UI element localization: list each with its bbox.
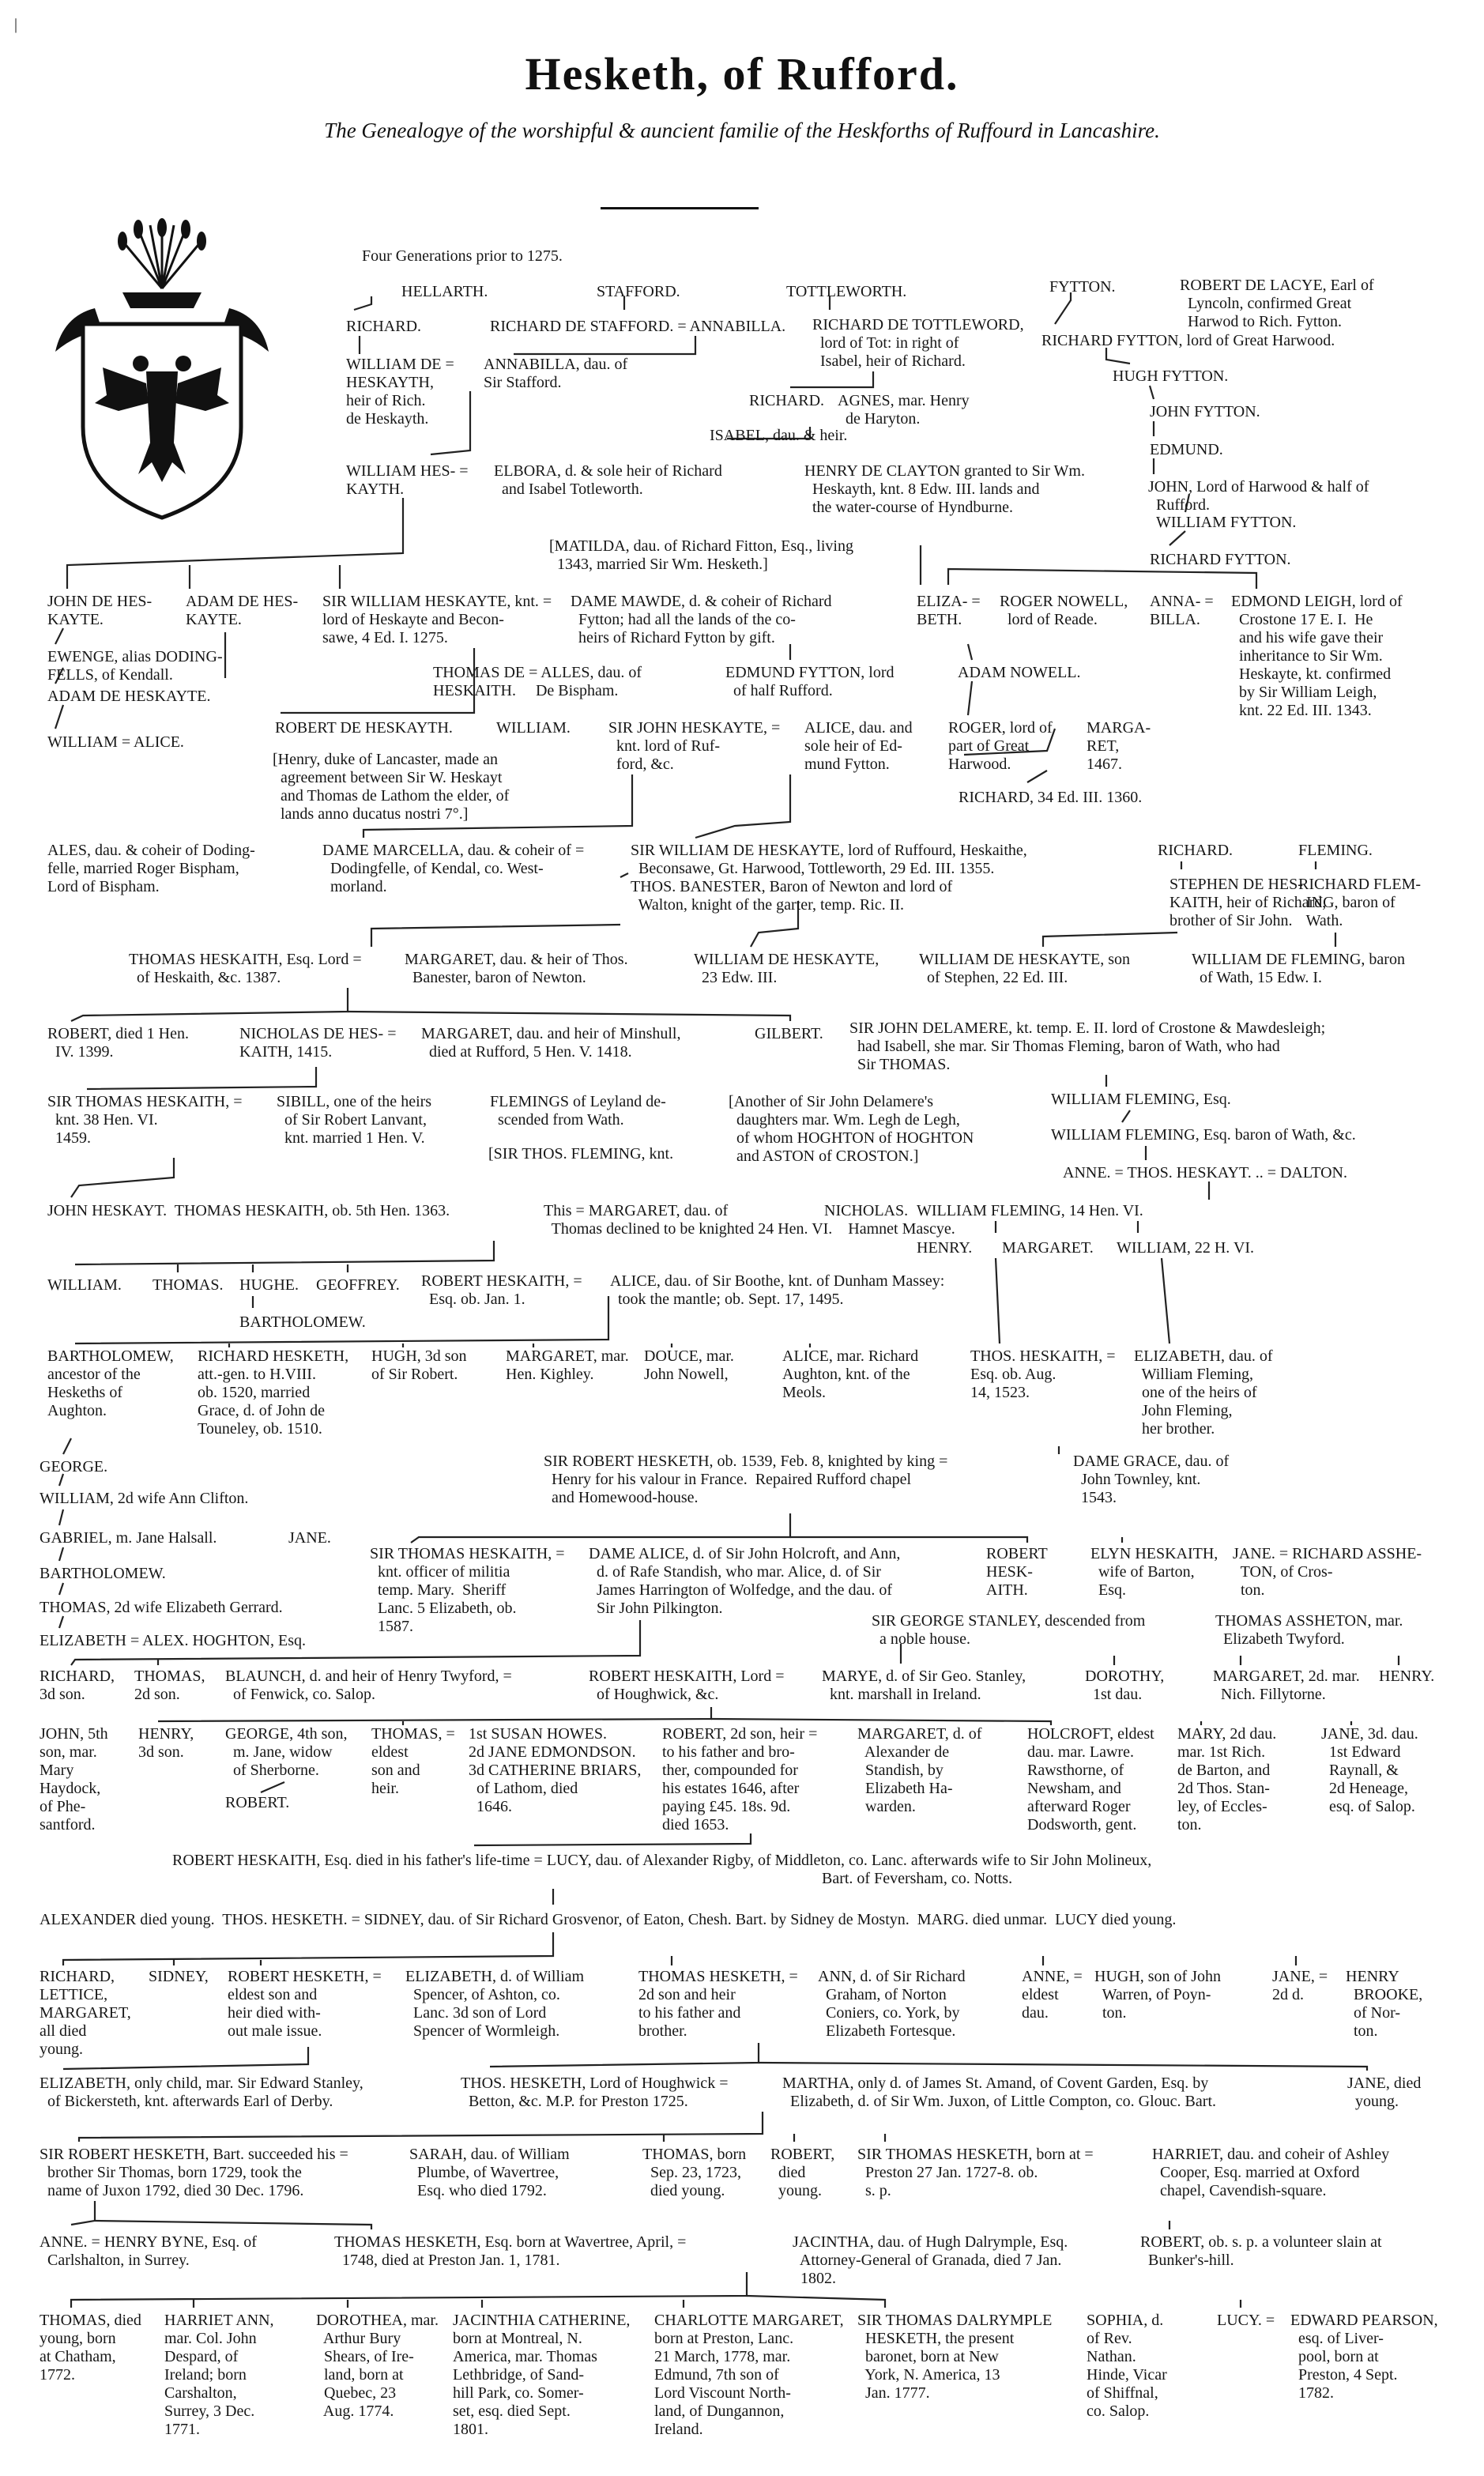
pedigree-entry: CHARLOTTE MARGARET, born at Preston, Lanc. 21 March, 1778, mar. Edmund, 7th son of Lord Viscount North- land, of Dungannon, Ireland. (654, 2312, 844, 2438)
pedigree-entry: ALICE, mar. Richard Aughton, knt. of the Meols. (782, 1347, 919, 1401)
pedigree-entry: WILLIAM FLEMING, 14 Hen. VI. (917, 1202, 1143, 1219)
pedigree-entry: DAME MAWDE, d. & coheir of Richard Fytton; had all the lands of the co- heirs of Richard Fytton by gift. (571, 593, 832, 646)
pedigree-entry: EWENGE, alias DODING- FELLS, of Kendall. (47, 648, 223, 684)
pedigree-entry: WILLIAM HES- = KAYTH. (346, 462, 469, 498)
pedigree-entry: WILLIAM. (496, 719, 571, 737)
pedigree-entry: HENRY, 3d son. (138, 1725, 194, 1761)
pedigree-entry: GEORGE. (40, 1458, 108, 1475)
pedigree-entry: ROBERT, died young. (770, 2146, 835, 2199)
pedigree-entry: SIR THOMAS HESKAITH, = knt. 38 Hen. VI. 1459. (47, 1093, 243, 1147)
pedigree-entry: RICHARD. (346, 318, 422, 335)
pedigree-entry: MARYE, d. of Sir Geo. Stanley, knt. marshall in Ireland. (822, 1668, 1026, 1703)
pedigree-entry: ELIZA- = BETH. (917, 593, 981, 628)
pedigree-entry: WILLIAM FYTTON. (1156, 514, 1297, 531)
pedigree-entry: ANNE, = eldest dau. (1022, 1968, 1083, 2022)
pedigree-entry: GEOFFREY. (316, 1276, 400, 1294)
pedigree-entry: ANNA- = BILLA. (1150, 593, 1214, 628)
pedigree-entry: Bart. of Feversham, co. Notts. (822, 1870, 1013, 1887)
pedigree-entry: SIR WILLIAM HESKAYTE, knt. = lord of Heskayte and Becon- sawe, 4 Ed. I. 1275. (322, 593, 552, 646)
pedigree-entry: EDMOND LEIGH, lord of Crostone 17 E. I. He and his wife gave their inheritance to Sir Wm. Heskayte, kt. confirmed by Sir William Leigh, knt. 22 Ed. III. 1343. (1231, 593, 1403, 719)
pedigree-entry: GABRIEL, m. Jane Halsall. (40, 1529, 217, 1547)
pedigree-entry: WILLIAM DE = HESKAYTH, heir of Rich. de Heskayth. (346, 356, 454, 428)
pedigree-entry: RICHARD, 34 Ed. III. 1360. (959, 789, 1143, 806)
pedigree-entry: EDMUND. (1150, 441, 1223, 458)
pedigree-entry: ALICE, dau. and sole heir of Ed- mund Fytton. (804, 719, 913, 773)
pedigree-entry: RICHARD. (1158, 842, 1234, 859)
pedigree-entry: SIDNEY, (149, 1968, 209, 1985)
pedigree-entry: SIR THOMAS HESKAITH, = knt. officer of militia temp. Mary. Sheriff Lanc. 5 Elizabeth, ob. 1587. (370, 1545, 565, 1635)
pedigree-entry: BARTHOLOMEW. (40, 1565, 166, 1582)
pedigree-entry: STAFFORD. (597, 283, 680, 300)
coat-of-arms-icon (47, 213, 277, 522)
pedigree-entry: WILLIAM, 2d wife Ann Clifton. (40, 1490, 249, 1507)
pedigree-entry: ANNE. = HENRY BYNE, Esq. of Carlshalton, in Surrey. (40, 2233, 257, 2269)
pedigree-entry: | (14, 16, 18, 33)
pedigree-entry: ALEXANDER died young. THOS. HESKETH. = SIDNEY, dau. of Sir Richard Grosvenor, of Eaton, Chesh. Bart. by Sidney de Mostyn. MARG. died unmar. LUCY died young. (40, 1911, 1177, 1928)
pedigree-entry: THOMAS, = eldest son and heir. (371, 1725, 455, 1797)
pedigree-entry: HUGH, son of John Warren, of Poyn- ton. (1094, 1968, 1221, 2022)
pedigree-entry: NICHOLAS DE HES- = KAITH, 1415. (239, 1025, 397, 1061)
pedigree-entry: MARGARET, mar. Hen. Kighley. (506, 1347, 629, 1383)
pedigree-entry: HARRIET ANN, mar. Col. John Despard, of Ireland; born Carshalton, Surrey, 3 Dec. 1771. (164, 2312, 274, 2438)
pedigree-entry: BARTHOLOMEW. (239, 1313, 366, 1331)
pedigree-entry: ELIZABETH, d. of William Spencer, of Ashton, co. Lanc. 3d son of Lord Spencer of Wormleigh. (405, 1968, 585, 2040)
pedigree-entry: SIBILL, one of the heirs of Sir Robert Lanvant, knt. married 1 Hen. V. (277, 1093, 432, 1147)
pedigree-entry: ANN, d. of Sir Richard Graham, of Norton Coniers, co. York, by Elizabeth Fortesque. (818, 1968, 966, 2040)
pedigree-entry: THOMAS HESKETH, = 2d son and heir to his father and brother. (638, 1968, 798, 2040)
pedigree-entry: JANE, died young. (1347, 2075, 1422, 2110)
pedigree-entry: HELLARTH. (401, 283, 488, 300)
pedigree-entry: THOMAS HESKAITH, Esq. Lord = of Heskaith, &c. 1387. (129, 951, 362, 986)
pedigree-entry: SARAH, dau. of William Plumbe, of Wavertree, Esq. who died 1792. (409, 2146, 570, 2199)
pedigree-entry: THOMAS HESKETH, Esq. born at Wavertree, April, = 1748, died at Preston Jan. 1, 1781. (334, 2233, 687, 2269)
pedigree-entry: ELBORA, d. & sole heir of Richard and Isabel Totleworth. (494, 462, 722, 498)
pedigree-entry: RICHARD, LETTICE, MARGARET, all died young. (40, 1968, 131, 2058)
pedigree-entry: This = MARGARET, dau. of Thomas declined to be knighted 24 Hen. VI. Hamnet Mascye. (544, 1202, 955, 1238)
pedigree-entry: ROBERT, 2d son, heir = to his father and bro- ther, compounded for his estates 1646, after paying £45. 18s. 9d. died 1653. (662, 1725, 818, 1833)
pedigree-entry: THOMAS, born Sep. 23, 1723, died young. (642, 2146, 747, 2199)
pedigree-entry: ADAM DE HES- KAYTE. (186, 593, 299, 628)
pedigree-entry: RICHARD FYTTON. (1150, 551, 1291, 568)
pedigree-entry: JANE. = RICHARD ASSHE- TON, of Cros- ton. (1233, 1545, 1422, 1599)
pedigree-entry: HENRY DE CLAYTON granted to Sir Wm. Heskayth, knt. 8 Edw. III. lands and the water-course of Hyndburne. (804, 462, 1085, 516)
pedigree-entry: MARTHA, only d. of James St. Amand, of Covent Garden, Esq. by Elizabeth, d. of Sir Wm. Juxon, of Little Compton, co. Glouc. Bart. (782, 2075, 1216, 2110)
pedigree-entry: WILLIAM = ALICE. (47, 733, 184, 751)
pedigree-entry: THOS. BANESTER, Baron of Newton and lord of Walton, knight of the garter, temp. Ric. II. (631, 878, 953, 914)
pedigree-entry: ADAM DE HESKAYTE. (47, 688, 211, 705)
pedigree-entry: HARRIET, dau. and coheir of Ashley Cooper, Esq. married at Oxford chapel, Cavendish-square. (1152, 2146, 1390, 2199)
pedigree-entry: 1st SUSAN HOWES. 2d JANE EDMONDSON. 3d CATHERINE BRIARS, of Lathom, died 1646. (469, 1725, 642, 1815)
pedigree-entry: MARGARET, d. of Alexander de Standish, by Elizabeth Ha- warden. (857, 1725, 982, 1815)
pedigree-entry: THOMAS, 2d son. (134, 1668, 205, 1703)
pedigree-entry: HENRY BROOKE, of Nor- ton. (1346, 1968, 1423, 2040)
pedigree-entry: FYTTON. (1049, 278, 1116, 296)
pedigree-entry: ELYN HESKAITH, wife of Barton, Esq. (1090, 1545, 1218, 1599)
pedigree-entry: WILLIAM. (47, 1276, 122, 1294)
pedigree-entry: HOLCROFT, eldest dau. mar. Lawre. Rawsthorne, of Newsham, and afterward Roger Dodsworth, gent. (1027, 1725, 1154, 1833)
pedigree-entry: [Another of Sir John Delamere's daughters mar. Wm. Legh de Legh, of whom HOGHTON of HOGHTON and ASTON of CROSTON.] (729, 1093, 974, 1165)
pedigree-entry: ELIZABETH, dau. of William Fleming, one of the heirs of John Fleming, her brother. (1134, 1347, 1273, 1438)
pedigree-entry: ROGER, lord of part of Great Harwood. (948, 719, 1053, 773)
pedigree-entry: SIR ROBERT HESKETH, ob. 1539, Feb. 8, knighted by king = Henry for his valour in France. Repaired Rufford chapel and Homewood-house. (544, 1453, 948, 1506)
pedigree-entry: ELIZABETH = ALEX. HOGHTON, Esq. (40, 1632, 306, 1649)
pedigree-entry: [SIR THOS. FLEMING, knt. (488, 1145, 674, 1163)
pedigree-entry: THOS. HESKETH, Lord of Houghwick = Betton, &c. M.P. for Preston 1725. (461, 2075, 729, 2110)
pedigree-entry: JOHN FYTTON. (1150, 403, 1260, 420)
pedigree-entry: DOROTHEA, mar. Arthur Bury Shears, of Ire- land, born at Quebec, 23 Aug. 1774. (316, 2312, 439, 2420)
pedigree-entry: THOMAS ASSHETON, mar. Elizabeth Twyford. (1215, 1612, 1403, 1648)
pedigree-entry: ROBERT. (225, 1794, 290, 1811)
pedigree-entry: ISABEL, dau. & heir. (710, 427, 848, 444)
pedigree-entry: FLEMING. (1298, 842, 1373, 859)
pedigree-entry: SIR ROBERT HESKETH, Bart. succeeded his = brother Sir Thomas, born 1729, took the name of Juxon 1792, died 30 Dec. 1796. (40, 2146, 348, 2199)
pedigree-entry: HENRY. (917, 1239, 973, 1257)
pedigree-entry: RICHARD FYTTON, lord of Great Harwood. (1041, 332, 1335, 349)
page-subtitle: The Genealogye of the worshipful & auncient familie of the Heskforths of Ruffourd in Lancashire. (324, 119, 1160, 142)
pedigree-entry: DAME ALICE, d. of Sir John Holcroft, and Ann, d. of Rafe Standish, who mar. Alice, d. of Sir James Harrington of Wolfedge, and the dau. of Sir John Pilkington. (589, 1545, 901, 1617)
pedigree-entry: WILLIAM, 22 H. VI. (1117, 1239, 1255, 1257)
pedigree-entry: THOMAS. (153, 1276, 224, 1294)
pedigree-entry: ALICE, dau. of Sir Boothe, knt. of Dunham Massey: took the mantle; ob. Sept. 17, 1495. (610, 1272, 945, 1308)
pedigree-entry: JANE, 3d. dau. 1st Edward Raynall, & 2d Heneage, esq. of Salop. (1321, 1725, 1418, 1815)
pedigree-entry: MARGA- RET, 1467. (1087, 719, 1151, 773)
pedigree-entry: THOMAS, died young, born at Chatham, 1772. (40, 2312, 141, 2384)
pedigree-entry: RICHARD, 3d son. (40, 1668, 115, 1703)
pedigree-entry: ROBERT, died 1 Hen. IV. 1399. (47, 1025, 189, 1061)
pedigree-entry: ROBERT HESK- AITH. (986, 1545, 1048, 1599)
pedigree-entry: NICHOLAS. (824, 1202, 909, 1219)
pedigree-entry: RICHARD FLEM- ING, baron of Wath. (1298, 876, 1422, 929)
pedigree-entry: WILLIAM DE HESKAYTE, 23 Edw. III. (694, 951, 879, 986)
pedigree-entry: MARGARET, 2d. mar. Nich. Fillytorne. (1213, 1668, 1360, 1703)
pedigree-entry: AGNES, mar. Henry de Haryton. (838, 392, 970, 428)
pedigree-entry: ANNE. = THOS. HESKAYT. .. = DALTON. (1063, 1164, 1347, 1181)
pedigree-entry: ROBERT DE HESKAYTH. (275, 719, 453, 737)
pedigree-entry: SOPHIA, d. of Rev. Nathan. Hinde, Vicar of Shiffnal, co. Salop. (1087, 2312, 1167, 2420)
pedigree-entry: JOHN, 5th son, mar. Mary Haydock, of Phe- santford. (40, 1725, 108, 1833)
pedigree-entry: HENRY. (1379, 1668, 1435, 1685)
pedigree-entry: MARY, 2d dau. mar. 1st Rich. de Barton, and 2d Thos. Stan- ley, of Eccles- ton. (1177, 1725, 1277, 1833)
pedigree-entry: ROBERT HESKAITH, Esq. died in his father's life-time = LUCY, dau. of Alexander Rigby, of Middleton, co. Lanc. afterwards wife to Sir John Molineux, (172, 1852, 1152, 1869)
pedigree-entry: JOHN HESKAYT. THOMAS HESKAITH, ob. 5th Hen. 1363. (47, 1202, 450, 1219)
pedigree-entry: ELIZABETH, only child, mar. Sir Edward Stanley, of Bickersteth, knt. afterwards Earl of Derby. (40, 2075, 363, 2110)
pedigree-entry: SIR THOMAS DALRYMPLE HESKETH, the present baronet, born at New York, N. America, 13 Jan. 1777. (857, 2312, 1053, 2402)
pedigree-entry: THOMAS, 2d wife Elizabeth Gerrard. (40, 1599, 283, 1616)
pedigree-entry: SIR JOHN HESKAYTE, = knt. lord of Ruf- ford, &c. (608, 719, 781, 773)
pedigree-entry: ROBERT HESKAITH, Lord = of Houghwick, &c. (589, 1668, 785, 1703)
pedigree-entry: FLEMINGS of Leyland de- scended from Wath. (490, 1093, 666, 1129)
pedigree-entry: SIR THOMAS HESKETH, born at = Preston 27 Jan. 1727-8. ob. s. p. (857, 2146, 1094, 2199)
pedigree-entry: LUCY. = (1217, 2312, 1275, 2329)
pedigree-entry: ROBERT, ob. s. p. a volunteer slain at Bunker's-hill. (1140, 2233, 1382, 2269)
pedigree-entry: [Henry, duke of Lancaster, made an agreement between Sir W. Heskayt and Thomas de Lathom the elder, of lands anno ducatus nostri 7°.] (273, 751, 510, 823)
pedigree-entry: JANE, = 2d d. (1272, 1968, 1328, 2003)
pedigree-entry: DAME MARCELLA, dau. & coheir of = Dodingfelle, of Kendal, co. West- morland. (322, 842, 585, 895)
pedigree-entry: MARGARET, dau. & heir of Thos. Banester, baron of Newton. (405, 951, 628, 986)
title-rule (601, 207, 759, 209)
pedigree-entry: ADAM NOWELL. (958, 664, 1081, 681)
pedigree-entry: Four Generations prior to 1275. (362, 247, 563, 265)
pedigree-entry: HUGHE. (239, 1276, 299, 1294)
pedigree-entry: RICHARD DE TOTTLEWORD, lord of Tot: in right of Isabel, heir of Richard. (812, 316, 1024, 370)
pedigree-entry: ROBERT HESKAITH, = Esq. ob. Jan. 1. (421, 1272, 582, 1308)
pedigree-entry: [MATILDA, dau. of Richard Fitton, Esq., living 1343, married Sir Wm. Hesketh.] (549, 537, 853, 573)
pedigree-entry: THOMAS DE = ALLES, dau. of HESKAITH. De Bispham. (433, 664, 642, 699)
pedigree-entry: SIR JOHN DELAMERE, kt. temp. E. II. lord of Crostone & Mawdesleigh; had Isabell, she mar. Sir Thomas Fleming, baron of Wath, who had Sir THOMAS. (849, 1019, 1326, 1073)
pedigree-entry: JOHN, Lord of Harwood & half of Rufford. (1148, 478, 1369, 514)
pedigree-entry: BARTHOLOMEW, ancestor of the Heskeths of Aughton. (47, 1347, 174, 1419)
pedigree-entry: JANE. (288, 1529, 331, 1547)
pedigree-entry: SIR GEORGE STANLEY, descended from a noble house. (872, 1612, 1146, 1648)
pedigree-entry: WILLIAM DE HESKAYTE, son of Stephen, 22 Ed. III. (919, 951, 1131, 986)
pedigree-entry: BLAUNCH, d. and heir of Henry Twyford, = of Fenwick, co. Salop. (225, 1668, 512, 1703)
pedigree-entry: ROGER NOWELL, lord of Reade. (1000, 593, 1128, 628)
pedigree-entry: MARGARET, dau. and heir of Minshull, died at Rufford, 5 Hen. V. 1418. (421, 1025, 681, 1061)
pedigree-entry: ANNABILLA, dau. of Sir Stafford. (484, 356, 628, 391)
pedigree-entry: JOHN DE HES- KAYTE. (47, 593, 153, 628)
pedigree-entry: TOTTLEWORTH. (786, 283, 907, 300)
pedigree-entry: DAME GRACE, dau. of John Townley, knt. 1543. (1073, 1453, 1230, 1506)
pedigree-entry: EDMUND FYTTON, lord of half Rufford. (725, 664, 895, 699)
pedigree-entry: THOS. HESKAITH, = Esq. ob. Aug. 14, 1523. (970, 1347, 1116, 1401)
pedigree-entry: WILLIAM FLEMING, Esq. baron of Wath, &c. (1051, 1126, 1356, 1144)
pedigree-entry: ROBERT HESKETH, = eldest son and heir died with- out male issue. (228, 1968, 382, 2040)
pedigree-entry: JACINTHIA CATHERINE, born at Montreal, N. America, mar. Thomas Lethbridge, of Sand- hill Park, co. Somer- set, esq. died Sept. 1801. (453, 2312, 631, 2438)
pedigree-entry: RICHARD. (749, 392, 825, 409)
pedigree-entry: WILLIAM FLEMING, Esq. (1051, 1091, 1231, 1108)
pedigree-entry: STEPHEN DE HES- KAITH, heir of Richard, brother of Sir John. (1169, 876, 1327, 929)
pedigree-entry: ROBERT DE LACYE, Earl of Lyncoln, confirmed Great Harwod to Rich. Fytton. (1180, 277, 1374, 330)
pedigree-entry: MARGARET. (1002, 1239, 1094, 1257)
pedigree-entry: GILBERT. (755, 1025, 823, 1042)
page-title: Hesketh, of Rufford. (525, 48, 959, 100)
pedigree-entry: DOROTHY, 1st dau. (1085, 1668, 1165, 1703)
pedigree-entry: WILLIAM DE FLEMING, baron of Wath, 15 Edw. I. (1192, 951, 1405, 986)
pedigree-entry: ALES, dau. & coheir of Doding- felle, married Roger Bispham, Lord of Bispham. (47, 842, 255, 895)
pedigree-entry: RICHARD HESKETH, att.-gen. to H.VIII. ob. 1520, married Grace, d. of John de Touneley, ob. 1510. (198, 1347, 349, 1438)
pedigree-entry: EDWARD PEARSON, esq. of Liver- pool, born at Preston, 4 Sept. 1782. (1290, 2312, 1438, 2402)
pedigree-entry: HUGH, 3d son of Sir Robert. (371, 1347, 467, 1383)
pedigree-entry: GEORGE, 4th son, m. Jane, widow of Sherborne. (225, 1725, 348, 1779)
pedigree-entry: SIR WILLIAM DE HESKAYTE, lord of Ruffourd, Heskaithe, Beconsawe, Gt. Harwood, Tottleworth, 29 Ed. III. 1355. (631, 842, 1027, 877)
pedigree-entry: JACINTHA, dau. of Hugh Dalrymple, Esq. Attorney-General of Granada, died 7 Jan. 1802. (793, 2233, 1068, 2287)
pedigree-entry: DOUCE, mar. John Nowell, (644, 1347, 734, 1383)
pedigree-entry: HUGH FYTTON. (1113, 367, 1229, 385)
pedigree-entry: RICHARD DE STAFFORD. = ANNABILLA. (490, 318, 786, 335)
